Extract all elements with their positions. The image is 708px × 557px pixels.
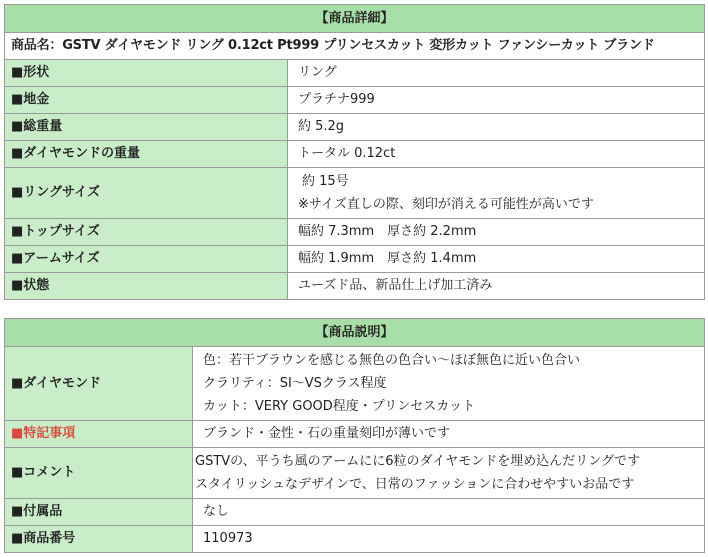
product-details-table (4, 4, 705, 300)
row-value-special-notes: ブランド・金性・石の重量刻印が薄いです (193, 421, 705, 448)
row-value-shape: リング (288, 60, 705, 87)
row-label-accessories: ■付属品 (5, 499, 193, 526)
row-value-condition: ユーズド品、新品仕上げ加工済み (288, 273, 705, 300)
row-label-arm-size: ■アームサイズ (5, 246, 288, 273)
row-value-diamond-weight: トータル 0.12ct (288, 141, 705, 168)
row-label-condition: ■状態 (5, 273, 288, 300)
description-header: 【商品説明】 (5, 319, 705, 347)
row-label-diamond-weight: ■ダイヤモンドの重量 (5, 141, 288, 168)
row-value-total-weight: 約 5.2g (288, 114, 705, 141)
product-name: 商品名：GSTV ダイヤモンド リング 0.12ct Pt999 プリンセスカット 変形カット ファンシーカット ブランド (5, 33, 705, 60)
details-header: 【商品詳細】 (5, 5, 705, 33)
row-label-ring-size: ■リングサイズ (5, 168, 288, 219)
row-value-ring-size: 約 15号 ※サイズ直しの際、刻印が消える可能性が高いです (288, 168, 705, 219)
row-value-top-size: 幅約 7.3mm 厚さ約 2.2mm (288, 219, 705, 246)
row-label-product-number: ■商品番号 (5, 526, 193, 553)
row-value-product-number: 110973 (193, 526, 705, 553)
row-value-comment: GSTVの、平うち風のアームにに6粒のダイヤモンドを埋め込んだリングです スタイリッシュなデザインで、日常のファッションに合わせやすいお品です (193, 448, 705, 499)
row-label-shape: ■形状 (5, 60, 288, 87)
row-label-top-size: ■トップサイズ (5, 219, 288, 246)
row-value-accessories: なし (193, 499, 705, 526)
row-value-metal: プラチナ999 (288, 87, 705, 114)
row-label-total-weight: ■総重量 (5, 114, 288, 141)
row-label-comment: ■コメント (5, 448, 193, 499)
row-label-metal: ■地金 (5, 87, 288, 114)
row-value-arm-size: 幅約 1.9mm 厚さ約 1.4mm (288, 246, 705, 273)
row-label-diamond: ■ダイヤモンド (5, 347, 193, 421)
row-label-special-notes: ■特記事項 (5, 421, 193, 448)
row-value-diamond: 色：若干ブラウンを感じる無色の色合い～ほぼ無色に近い色合い クラリティ：SI～VSクラス程度 カット：VERY GOOD程度・プリンセスカット (193, 347, 705, 421)
product-description-table (4, 318, 705, 553)
